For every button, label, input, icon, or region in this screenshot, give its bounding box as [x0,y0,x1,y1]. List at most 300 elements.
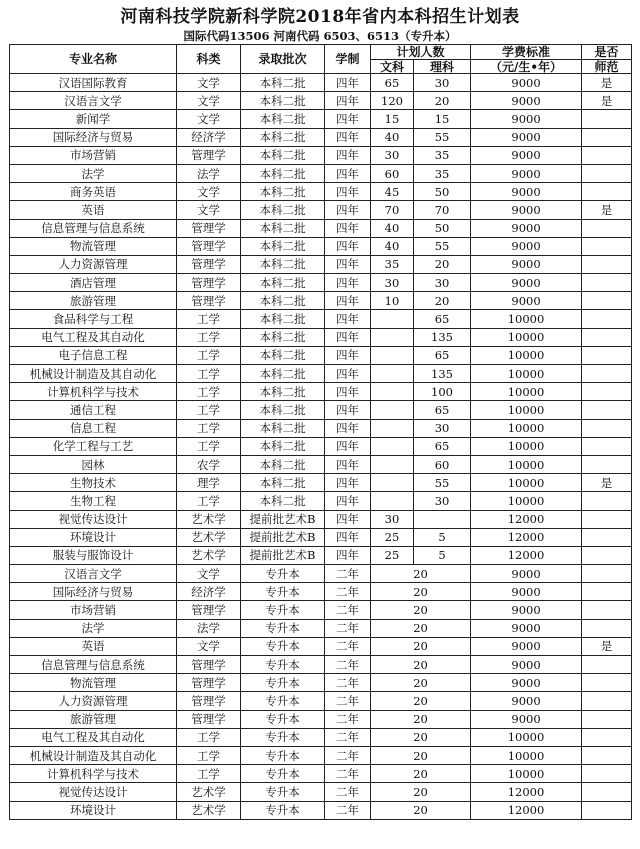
plan-arts-cell: 15 [371,110,414,128]
batch-cell: 专升本 [241,583,325,601]
plan-science-cell: 30 [414,74,471,92]
fee-cell: 9000 [471,637,582,655]
fee-cell: 9000 [471,164,582,182]
major-cell: 人力资源管理 [10,692,177,710]
category-cell: 法学 [177,619,241,637]
major-cell: 服装与服饰设计 [10,546,177,564]
plan-arts-cell: 65 [371,74,414,92]
category-cell: 艺术学 [177,528,241,546]
major-cell: 商务英语 [10,183,177,201]
batch-cell: 本科二批 [241,128,325,146]
major-cell: 化学工程与工艺 [10,437,177,455]
batch-cell: 专升本 [241,765,325,783]
batch-cell: 专升本 [241,783,325,801]
plan-science-cell: 20 [414,255,471,273]
duration-cell: 二年 [325,637,371,655]
fee-cell: 9000 [471,710,582,728]
table-row-upgrade [10,637,632,655]
plan-science-cell: 65 [414,401,471,419]
normal-cell [582,674,632,692]
duration-cell: 二年 [325,692,371,710]
category-cell: 文学 [177,565,241,583]
category-cell: 管理学 [177,710,241,728]
major-cell: 机械设计制造及其自动化 [10,746,177,764]
normal-cell: 是 [582,74,632,92]
batch-cell: 专升本 [241,565,325,583]
document-title: 河南科技学院新科学院2018年省内本科招生计划表 [120,7,520,27]
plan-arts-cell: 45 [371,183,414,201]
table-row [10,183,632,201]
category-cell: 工学 [177,419,241,437]
batch-cell: 本科二批 [241,74,325,92]
table-row-upgrade [10,746,632,764]
duration-cell: 四年 [325,219,371,237]
major-cell: 机械设计制造及其自动化 [10,365,177,383]
plan-arts-cell [371,328,414,346]
table-row-upgrade [10,801,632,819]
category-cell: 文学 [177,201,241,219]
duration-cell: 四年 [325,74,371,92]
category-cell: 工学 [177,383,241,401]
normal-cell [582,274,632,292]
header-major: 专业名称 [10,45,177,74]
fee-cell: 10000 [471,474,582,492]
plan-total-cell: 20 [371,765,471,783]
fee-cell: 9000 [471,74,582,92]
table-row-upgrade [10,728,632,746]
batch-cell: 专升本 [241,746,325,764]
plan-total-cell: 20 [371,637,471,655]
plan-total-cell: 20 [371,656,471,674]
normal-cell [582,419,632,437]
duration-cell: 四年 [325,437,371,455]
batch-cell: 本科二批 [241,401,325,419]
major-cell: 环境设计 [10,528,177,546]
document-subtitle: 国际代码13506 河南代码 6503、6513（专升本） [183,29,457,43]
batch-cell: 专升本 [241,601,325,619]
major-cell: 信息管理与信息系统 [10,219,177,237]
fee-cell: 9000 [471,110,582,128]
duration-cell: 四年 [325,383,371,401]
plan-science-cell: 55 [414,237,471,255]
category-cell: 工学 [177,365,241,383]
category-cell: 文学 [177,183,241,201]
category-cell: 工学 [177,328,241,346]
normal-cell [582,128,632,146]
fee-cell: 10000 [471,437,582,455]
table-row-upgrade [10,656,632,674]
normal-cell [582,110,632,128]
table-row [10,74,632,92]
major-cell: 电气工程及其自动化 [10,328,177,346]
batch-cell: 专升本 [241,656,325,674]
plan-science-cell: 30 [414,492,471,510]
table-row [10,219,632,237]
table-row-upgrade [10,619,632,637]
plan-arts-cell: 120 [371,92,414,110]
category-cell: 管理学 [177,274,241,292]
batch-cell: 本科二批 [241,146,325,164]
normal-cell: 是 [582,474,632,492]
batch-cell: 本科二批 [241,492,325,510]
major-cell: 电子信息工程 [10,346,177,364]
normal-cell [582,765,632,783]
major-cell: 生物工程 [10,492,177,510]
duration-cell: 四年 [325,201,371,219]
duration-cell: 二年 [325,674,371,692]
duration-cell: 二年 [325,710,371,728]
category-cell: 文学 [177,110,241,128]
fee-cell: 9000 [471,219,582,237]
normal-cell [582,365,632,383]
category-cell: 经济学 [177,128,241,146]
category-cell: 管理学 [177,656,241,674]
major-cell: 市场营销 [10,146,177,164]
table-row [10,383,632,401]
fee-cell: 10000 [471,728,582,746]
normal-cell [582,383,632,401]
category-cell: 工学 [177,765,241,783]
fee-cell: 9000 [471,583,582,601]
plan-total-cell: 20 [371,601,471,619]
table-row-upgrade [10,601,632,619]
plan-arts-cell [371,419,414,437]
enrollment-plan-table [9,44,632,820]
table-row [10,110,632,128]
batch-cell: 专升本 [241,619,325,637]
duration-cell: 二年 [325,619,371,637]
table-row-upgrade [10,583,632,601]
table-header-row [10,45,632,60]
major-cell: 酒店管理 [10,274,177,292]
batch-cell: 本科二批 [241,183,325,201]
table-row-upgrade [10,783,632,801]
fee-cell: 9000 [471,692,582,710]
major-cell: 信息管理与信息系统 [10,656,177,674]
batch-cell: 本科二批 [241,419,325,437]
normal-cell [582,146,632,164]
plan-total-cell: 20 [371,710,471,728]
table-row [10,455,632,473]
table-row [10,237,632,255]
category-cell: 艺术学 [177,801,241,819]
plan-arts-cell: 60 [371,164,414,182]
major-cell: 英语 [10,201,177,219]
major-cell: 国际经济与贸易 [10,583,177,601]
table-row [10,292,632,310]
plan-total-cell: 20 [371,619,471,637]
major-cell: 新闻学 [10,110,177,128]
major-cell: 电气工程及其自动化 [10,728,177,746]
duration-cell: 二年 [325,728,371,746]
header-fee-unit: （元/生•年） [471,60,582,74]
category-cell: 文学 [177,74,241,92]
duration-cell: 四年 [325,492,371,510]
table-row [10,146,632,164]
normal-cell: 是 [582,92,632,110]
major-cell: 汉语国际教育 [10,74,177,92]
table-row-upgrade [10,710,632,728]
category-cell: 理学 [177,474,241,492]
duration-cell: 二年 [325,746,371,764]
table-row [10,437,632,455]
fee-cell: 9000 [471,565,582,583]
category-cell: 法学 [177,164,241,182]
normal-cell [582,310,632,328]
fee-cell: 9000 [471,183,582,201]
category-cell: 工学 [177,746,241,764]
plan-total-cell: 20 [371,565,471,583]
plan-science-cell: 50 [414,219,471,237]
normal-cell [582,219,632,237]
category-cell: 工学 [177,346,241,364]
plan-science-cell: 135 [414,365,471,383]
header-plan-arts: 文科 [371,60,414,74]
duration-cell: 二年 [325,765,371,783]
plan-arts-cell: 25 [371,528,414,546]
batch-cell: 本科二批 [241,201,325,219]
major-cell: 国际经济与贸易 [10,128,177,146]
duration-cell: 四年 [325,328,371,346]
fee-cell: 9000 [471,92,582,110]
plan-total-cell: 20 [371,728,471,746]
fee-cell: 12000 [471,546,582,564]
table-body [10,74,632,820]
normal-cell [582,565,632,583]
plan-science-cell [414,510,471,528]
major-cell: 法学 [10,164,177,182]
fee-cell: 10000 [471,383,582,401]
header-normal-top: 是否 [582,45,632,60]
batch-cell: 专升本 [241,637,325,655]
batch-cell: 专升本 [241,710,325,728]
fee-cell: 10000 [471,365,582,383]
fee-cell: 10000 [471,328,582,346]
fee-cell: 9000 [471,274,582,292]
fee-cell: 12000 [471,510,582,528]
category-cell: 艺术学 [177,546,241,564]
plan-arts-cell [371,365,414,383]
table-row-upgrade [10,565,632,583]
normal-cell [582,728,632,746]
plan-science-cell: 135 [414,328,471,346]
plan-arts-cell [371,474,414,492]
header-plan: 计划人数 [371,45,471,60]
normal-cell [582,437,632,455]
normal-cell [582,237,632,255]
batch-cell: 本科二批 [241,365,325,383]
normal-cell [582,746,632,764]
table-row [10,128,632,146]
plan-science-cell: 65 [414,346,471,364]
duration-cell: 四年 [325,474,371,492]
batch-cell: 专升本 [241,692,325,710]
fee-cell: 12000 [471,783,582,801]
plan-science-cell: 30 [414,419,471,437]
duration-cell: 二年 [325,656,371,674]
plan-arts-cell [371,437,414,455]
fee-cell: 9000 [471,674,582,692]
plan-science-cell: 55 [414,128,471,146]
batch-cell: 本科二批 [241,110,325,128]
normal-cell [582,346,632,364]
fee-cell: 9000 [471,146,582,164]
major-cell: 环境设计 [10,801,177,819]
duration-cell: 四年 [325,292,371,310]
plan-science-cell: 5 [414,528,471,546]
duration-cell: 二年 [325,583,371,601]
header-batch: 录取批次 [241,45,325,74]
batch-cell: 本科二批 [241,292,325,310]
category-cell: 经济学 [177,583,241,601]
plan-total-cell: 20 [371,692,471,710]
batch-cell: 本科二批 [241,437,325,455]
plan-arts-cell: 10 [371,292,414,310]
normal-cell [582,328,632,346]
fee-cell: 9000 [471,255,582,273]
category-cell: 管理学 [177,237,241,255]
plan-arts-cell: 30 [371,510,414,528]
category-cell: 管理学 [177,601,241,619]
normal-cell [582,583,632,601]
batch-cell: 提前批艺术B [241,528,325,546]
duration-cell: 四年 [325,401,371,419]
table-row [10,328,632,346]
duration-cell: 四年 [325,237,371,255]
header-plan-science: 理科 [414,60,471,74]
duration-cell: 四年 [325,455,371,473]
normal-cell [582,510,632,528]
batch-cell: 本科二批 [241,474,325,492]
category-cell: 管理学 [177,292,241,310]
normal-cell [582,656,632,674]
category-cell: 文学 [177,92,241,110]
plan-total-cell: 20 [371,801,471,819]
category-cell: 工学 [177,492,241,510]
plan-science-cell: 50 [414,183,471,201]
plan-science-cell: 20 [414,292,471,310]
duration-cell: 四年 [325,510,371,528]
major-cell: 生物技术 [10,474,177,492]
plan-science-cell: 55 [414,474,471,492]
category-cell: 管理学 [177,255,241,273]
major-cell: 计算机科学与技术 [10,383,177,401]
batch-cell: 本科二批 [241,164,325,182]
major-cell: 信息工程 [10,419,177,437]
fee-cell: 10000 [471,765,582,783]
fee-cell: 10000 [471,310,582,328]
table-row [10,164,632,182]
normal-cell [582,546,632,564]
duration-cell: 二年 [325,565,371,583]
normal-cell: 是 [582,637,632,655]
batch-cell: 提前批艺术B [241,546,325,564]
fee-cell: 10000 [471,419,582,437]
plan-arts-cell [371,401,414,419]
fee-cell: 12000 [471,801,582,819]
table-row [10,492,632,510]
major-cell: 旅游管理 [10,292,177,310]
duration-cell: 四年 [325,310,371,328]
plan-total-cell: 20 [371,583,471,601]
table-row [10,419,632,437]
fee-cell: 10000 [471,401,582,419]
plan-arts-cell [371,455,414,473]
normal-cell [582,183,632,201]
normal-cell [582,164,632,182]
major-cell: 市场营销 [10,601,177,619]
normal-cell [582,619,632,637]
table-row-upgrade [10,692,632,710]
table-row [10,401,632,419]
header-fee: 学费标准 [471,45,582,60]
table-row [10,274,632,292]
fee-cell: 10000 [471,346,582,364]
category-cell: 工学 [177,728,241,746]
major-cell: 视觉传达设计 [10,510,177,528]
normal-cell [582,528,632,546]
major-cell: 法学 [10,619,177,637]
plan-science-cell: 30 [414,274,471,292]
normal-cell [582,692,632,710]
table-row [10,510,632,528]
plan-arts-cell [371,346,414,364]
plan-science-cell: 15 [414,110,471,128]
category-cell: 管理学 [177,674,241,692]
plan-total-cell: 20 [371,783,471,801]
fee-cell: 9000 [471,292,582,310]
plan-arts-cell [371,383,414,401]
fee-cell: 10000 [471,455,582,473]
fee-cell: 10000 [471,492,582,510]
category-cell: 文学 [177,637,241,655]
normal-cell [582,783,632,801]
duration-cell: 二年 [325,601,371,619]
normal-cell: 是 [582,201,632,219]
category-cell: 农学 [177,455,241,473]
duration-cell: 四年 [325,528,371,546]
plan-total-cell: 20 [371,746,471,764]
duration-cell: 四年 [325,419,371,437]
major-cell: 视觉传达设计 [10,783,177,801]
duration-cell: 二年 [325,801,371,819]
header-duration: 学制 [325,45,371,74]
batch-cell: 本科二批 [241,237,325,255]
fee-cell: 9000 [471,619,582,637]
plan-science-cell: 35 [414,146,471,164]
fee-cell: 10000 [471,746,582,764]
fee-cell: 9000 [471,601,582,619]
plan-science-cell: 70 [414,201,471,219]
table-row-upgrade [10,765,632,783]
plan-arts-cell: 40 [371,128,414,146]
category-cell: 艺术学 [177,783,241,801]
table-row [10,474,632,492]
duration-cell: 四年 [325,546,371,564]
duration-cell: 四年 [325,110,371,128]
duration-cell: 四年 [325,164,371,182]
normal-cell [582,710,632,728]
plan-science-cell: 60 [414,455,471,473]
duration-cell: 四年 [325,128,371,146]
major-cell: 通信工程 [10,401,177,419]
duration-cell: 四年 [325,92,371,110]
category-cell: 管理学 [177,692,241,710]
fee-cell: 9000 [471,201,582,219]
plan-arts-cell: 30 [371,274,414,292]
major-cell: 物流管理 [10,674,177,692]
normal-cell [582,255,632,273]
